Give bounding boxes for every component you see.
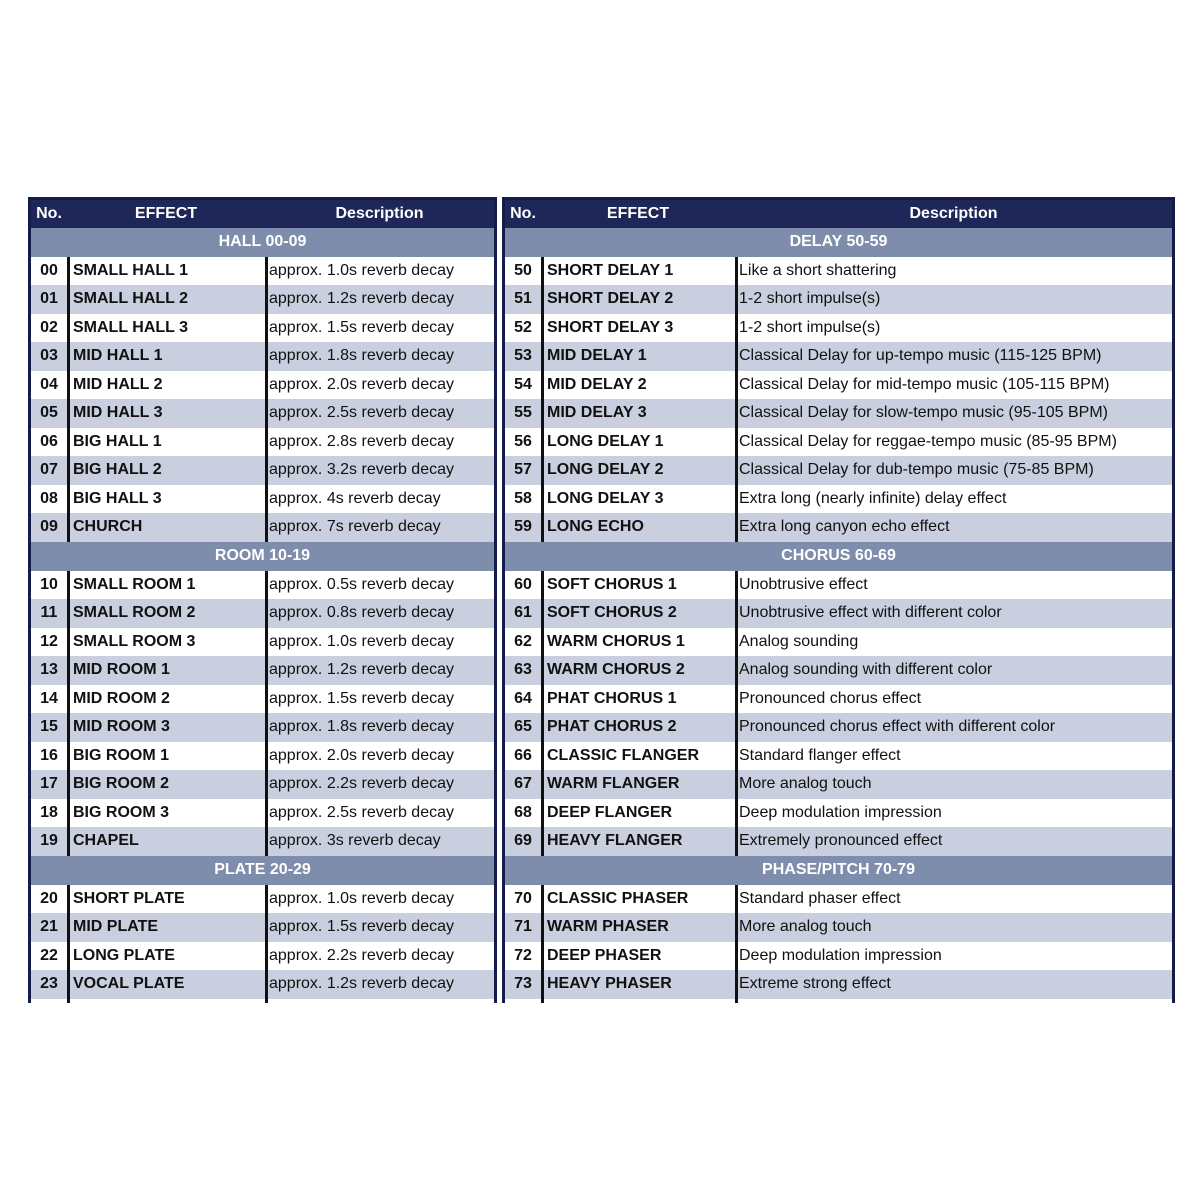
table-cutoff	[31, 999, 494, 1003]
effect-number: 56	[514, 432, 532, 450]
table-row	[31, 827, 494, 856]
effect-number: 72	[514, 946, 532, 964]
effect-number: 20	[40, 889, 58, 907]
table-header	[505, 200, 1172, 228]
section-header: PHASE/PITCH 70-79	[505, 856, 1172, 885]
effect-description: approx. 1.0s reverb decay	[265, 257, 494, 286]
effect-name: MID DELAY 1	[541, 342, 735, 371]
effect-description: approx. 7s reverb decay	[265, 513, 494, 542]
effect-description: approx. 2.5s reverb decay	[265, 399, 494, 428]
effect-number: 57	[514, 461, 532, 479]
table-header	[31, 200, 494, 228]
effect-number: 65	[514, 718, 532, 736]
effect-description: approx. 2.5s reverb decay	[265, 799, 494, 828]
effect-name: BIG ROOM 3	[67, 799, 265, 828]
effect-name: SMALL HALL 3	[67, 314, 265, 343]
effect-number: 51	[514, 290, 532, 308]
table-row	[505, 314, 1172, 343]
effect-name: BIG ROOM 2	[67, 770, 265, 799]
effect-number: 15	[40, 718, 58, 736]
effect-number: 67	[514, 775, 532, 793]
table-row	[31, 742, 494, 771]
table-row	[31, 571, 494, 600]
table-row	[31, 913, 494, 942]
table-row	[31, 885, 494, 914]
effect-name: VOCAL PLATE	[67, 970, 265, 999]
table-row	[31, 456, 494, 485]
effect-number: 60	[514, 575, 532, 593]
effect-number: 63	[514, 661, 532, 679]
effect-number: 66	[514, 746, 532, 764]
cutoff-cell	[31, 999, 67, 1003]
table-row	[505, 456, 1172, 485]
effect-number: 16	[40, 746, 58, 764]
effect-description: Classical Delay for slow-tempo music (95-105 BPM)	[735, 399, 1172, 428]
effect-description: Unobtrusive effect with different color	[735, 599, 1172, 628]
effect-name: SMALL ROOM 1	[67, 571, 265, 600]
table-row	[31, 285, 494, 314]
effect-name: SHORT DELAY 1	[541, 257, 735, 286]
effect-number: 21	[40, 918, 58, 936]
effect-name: LONG PLATE	[67, 942, 265, 971]
effect-number: 55	[514, 404, 532, 422]
table-row	[505, 770, 1172, 799]
table-row	[505, 342, 1172, 371]
effect-description: approx. 1.0s reverb decay	[265, 885, 494, 914]
effect-number: 52	[514, 318, 532, 336]
effect-description: approx. 2.0s reverb decay	[265, 371, 494, 400]
table-body	[505, 228, 1172, 1003]
effect-name: BIG HALL 3	[67, 485, 265, 514]
effects-table-left	[28, 197, 497, 1003]
effect-name: LONG DELAY 1	[541, 428, 735, 457]
effect-number: 14	[40, 689, 58, 707]
effect-number: 53	[514, 347, 532, 365]
effect-description: approx. 2.0s reverb decay	[265, 742, 494, 771]
header-description: Description	[909, 205, 998, 222]
effect-description: Pronounced chorus effect	[735, 685, 1172, 714]
table-row	[505, 970, 1172, 999]
table-row	[505, 628, 1172, 657]
table-row	[31, 770, 494, 799]
table-row	[505, 827, 1172, 856]
table-row	[31, 257, 494, 286]
effect-name: WARM FLANGER	[541, 770, 735, 799]
effect-name: MID HALL 2	[67, 371, 265, 400]
effect-name: DEEP FLANGER	[541, 799, 735, 828]
effect-description: approx. 1.2s reverb decay	[265, 970, 494, 999]
header-description: Description	[335, 205, 424, 222]
effect-number: 07	[40, 461, 58, 479]
effect-description: approx. 0.8s reverb decay	[265, 599, 494, 628]
table-cutoff	[505, 999, 1172, 1003]
cutoff-cell	[735, 999, 1172, 1003]
effect-number: 54	[514, 375, 532, 393]
effect-description: Classical Delay for dub-tempo music (75-85 BPM)	[735, 456, 1172, 485]
table-row	[505, 257, 1172, 286]
effect-name: MID DELAY 2	[541, 371, 735, 400]
table-row	[505, 599, 1172, 628]
cutoff-cell	[67, 999, 265, 1003]
table-row	[505, 942, 1172, 971]
effect-description: approx. 1.5s reverb decay	[265, 685, 494, 714]
effect-name: SMALL HALL 2	[67, 285, 265, 314]
table-row	[505, 371, 1172, 400]
effect-description: Like a short shattering	[735, 257, 1172, 286]
table-row	[31, 970, 494, 999]
effect-description: Analog sounding	[735, 628, 1172, 657]
effect-number: 03	[40, 347, 58, 365]
effect-name: MID PLATE	[67, 913, 265, 942]
effect-name: PHAT CHORUS 1	[541, 685, 735, 714]
effect-number: 58	[514, 489, 532, 507]
effect-description: approx. 1.2s reverb decay	[265, 285, 494, 314]
effect-description: Extra long canyon echo effect	[735, 513, 1172, 542]
effect-description: Extremely pronounced effect	[735, 827, 1172, 856]
table-row	[31, 628, 494, 657]
effect-description: 1-2 short impulse(s)	[735, 285, 1172, 314]
effect-name: MID DELAY 3	[541, 399, 735, 428]
effect-number: 22	[40, 946, 58, 964]
section-header: DELAY 50-59	[505, 228, 1172, 257]
effect-description: Classical Delay for up-tempo music (115-125 BPM)	[735, 342, 1172, 371]
effect-description: Extra long (nearly infinite) delay effect	[735, 485, 1172, 514]
table-row	[505, 713, 1172, 742]
effect-description: Classical Delay for mid-tempo music (105-115 BPM)	[735, 371, 1172, 400]
table-row	[505, 485, 1172, 514]
table-row	[505, 513, 1172, 542]
effect-description: approx. 1.2s reverb decay	[265, 656, 494, 685]
effect-description: approx. 3s reverb decay	[265, 827, 494, 856]
effect-description: approx. 1.8s reverb decay	[265, 342, 494, 371]
effect-description: approx. 1.5s reverb decay	[265, 913, 494, 942]
effect-name: HEAVY PHASER	[541, 970, 735, 999]
table-row	[31, 399, 494, 428]
effect-name: HEAVY FLANGER	[541, 827, 735, 856]
effect-number: 08	[40, 489, 58, 507]
header-effect: EFFECT	[606, 205, 670, 222]
effect-description: Deep modulation impression	[735, 942, 1172, 971]
effect-name: SMALL ROOM 2	[67, 599, 265, 628]
effect-number: 23	[40, 975, 58, 993]
effect-description: Pronounced chorus effect with different color	[735, 713, 1172, 742]
effect-number: 73	[514, 975, 532, 993]
table-row	[31, 428, 494, 457]
effect-description: More analog touch	[735, 913, 1172, 942]
table-row	[505, 913, 1172, 942]
effect-number: 12	[40, 632, 58, 650]
effect-number: 59	[514, 518, 532, 536]
table-row	[505, 685, 1172, 714]
table-row	[31, 513, 494, 542]
effects-table-right	[502, 197, 1175, 1003]
effect-description: approx. 1.0s reverb decay	[265, 628, 494, 657]
header-effect: EFFECT	[134, 205, 198, 222]
effect-name: WARM CHORUS 2	[541, 656, 735, 685]
effect-number: 18	[40, 803, 58, 821]
effect-name: BIG ROOM 1	[67, 742, 265, 771]
table-row	[505, 285, 1172, 314]
table-row	[31, 371, 494, 400]
effect-name: BIG HALL 1	[67, 428, 265, 457]
effect-name: DEEP PHASER	[541, 942, 735, 971]
effect-description: Analog sounding with different color	[735, 656, 1172, 685]
effect-description: Unobtrusive effect	[735, 571, 1172, 600]
cutoff-cell	[265, 999, 494, 1003]
effect-number: 19	[40, 832, 58, 850]
effect-number: 06	[40, 432, 58, 450]
section-header: HALL 00-09	[31, 228, 494, 257]
effect-number: 62	[514, 632, 532, 650]
effect-description: Deep modulation impression	[735, 799, 1172, 828]
effect-number: 02	[40, 318, 58, 336]
effect-name: LONG DELAY 2	[541, 456, 735, 485]
effect-description: approx. 2.2s reverb decay	[265, 942, 494, 971]
effect-description: approx. 0.5s reverb decay	[265, 571, 494, 600]
section-header: CHORUS 60-69	[505, 542, 1172, 571]
effect-description: More analog touch	[735, 770, 1172, 799]
effect-number: 71	[514, 918, 532, 936]
table-row	[31, 599, 494, 628]
effect-name: MID HALL 1	[67, 342, 265, 371]
table-row	[505, 656, 1172, 685]
effect-name: SOFT CHORUS 2	[541, 599, 735, 628]
effect-name: SHORT PLATE	[67, 885, 265, 914]
effect-name: CHURCH	[67, 513, 265, 542]
effect-description: Standard phaser effect	[735, 885, 1172, 914]
table-row	[31, 713, 494, 742]
effect-name: LONG DELAY 3	[541, 485, 735, 514]
table-row	[31, 485, 494, 514]
table-row	[31, 799, 494, 828]
effect-description: approx. 2.8s reverb decay	[265, 428, 494, 457]
effect-name: SMALL ROOM 3	[67, 628, 265, 657]
table-row	[505, 885, 1172, 914]
effect-name: WARM PHASER	[541, 913, 735, 942]
effect-number: 70	[514, 889, 532, 907]
effect-name: BIG HALL 2	[67, 456, 265, 485]
effect-name: PHAT CHORUS 2	[541, 713, 735, 742]
effect-number: 09	[40, 518, 58, 536]
effect-number: 61	[514, 604, 532, 622]
effect-name: LONG ECHO	[541, 513, 735, 542]
effect-number: 69	[514, 832, 532, 850]
effect-description: Classical Delay for reggae-tempo music (85-95 BPM)	[735, 428, 1172, 457]
effect-description: approx. 1.8s reverb decay	[265, 713, 494, 742]
table-row	[31, 314, 494, 343]
table-body	[31, 228, 494, 1003]
effect-number: 10	[40, 575, 58, 593]
effect-name: MID HALL 3	[67, 399, 265, 428]
table-row	[505, 428, 1172, 457]
table-row	[505, 571, 1172, 600]
effect-number: 01	[40, 290, 58, 308]
effect-name: SOFT CHORUS 1	[541, 571, 735, 600]
effect-name: CHAPEL	[67, 827, 265, 856]
table-row	[31, 685, 494, 714]
header-no: No.	[510, 205, 536, 222]
cutoff-cell	[541, 999, 735, 1003]
effect-number: 64	[514, 689, 532, 707]
effect-name: SHORT DELAY 2	[541, 285, 735, 314]
effect-number: 68	[514, 803, 532, 821]
effect-description: approx. 1.5s reverb decay	[265, 314, 494, 343]
section-header: ROOM 10-19	[31, 542, 494, 571]
effect-description: approx. 2.2s reverb decay	[265, 770, 494, 799]
table-row	[31, 342, 494, 371]
effect-name: MID ROOM 3	[67, 713, 265, 742]
effect-name: MID ROOM 1	[67, 656, 265, 685]
effect-name: CLASSIC PHASER	[541, 885, 735, 914]
effect-description: approx. 4s reverb decay	[265, 485, 494, 514]
header-no: No.	[36, 205, 62, 222]
effect-number: 05	[40, 404, 58, 422]
effect-name: WARM CHORUS 1	[541, 628, 735, 657]
effect-number: 13	[40, 661, 58, 679]
table-row	[31, 656, 494, 685]
table-row	[505, 799, 1172, 828]
effect-number: 04	[40, 375, 58, 393]
effect-number: 50	[514, 261, 532, 279]
effect-description: approx. 3.2s reverb decay	[265, 456, 494, 485]
table-row	[31, 942, 494, 971]
section-header: PLATE 20-29	[31, 856, 494, 885]
effect-description: Extreme strong effect	[735, 970, 1172, 999]
effect-number: 00	[40, 261, 58, 279]
effect-name: CLASSIC FLANGER	[541, 742, 735, 771]
cutoff-cell	[505, 999, 541, 1003]
table-row	[505, 742, 1172, 771]
effect-name: MID ROOM 2	[67, 685, 265, 714]
effect-name: SHORT DELAY 3	[541, 314, 735, 343]
effect-name: SMALL HALL 1	[67, 257, 265, 286]
table-row	[505, 399, 1172, 428]
effect-number: 17	[40, 775, 58, 793]
effect-number: 11	[40, 604, 58, 622]
effect-description: Standard flanger effect	[735, 742, 1172, 771]
effect-description: 1-2 short impulse(s)	[735, 314, 1172, 343]
